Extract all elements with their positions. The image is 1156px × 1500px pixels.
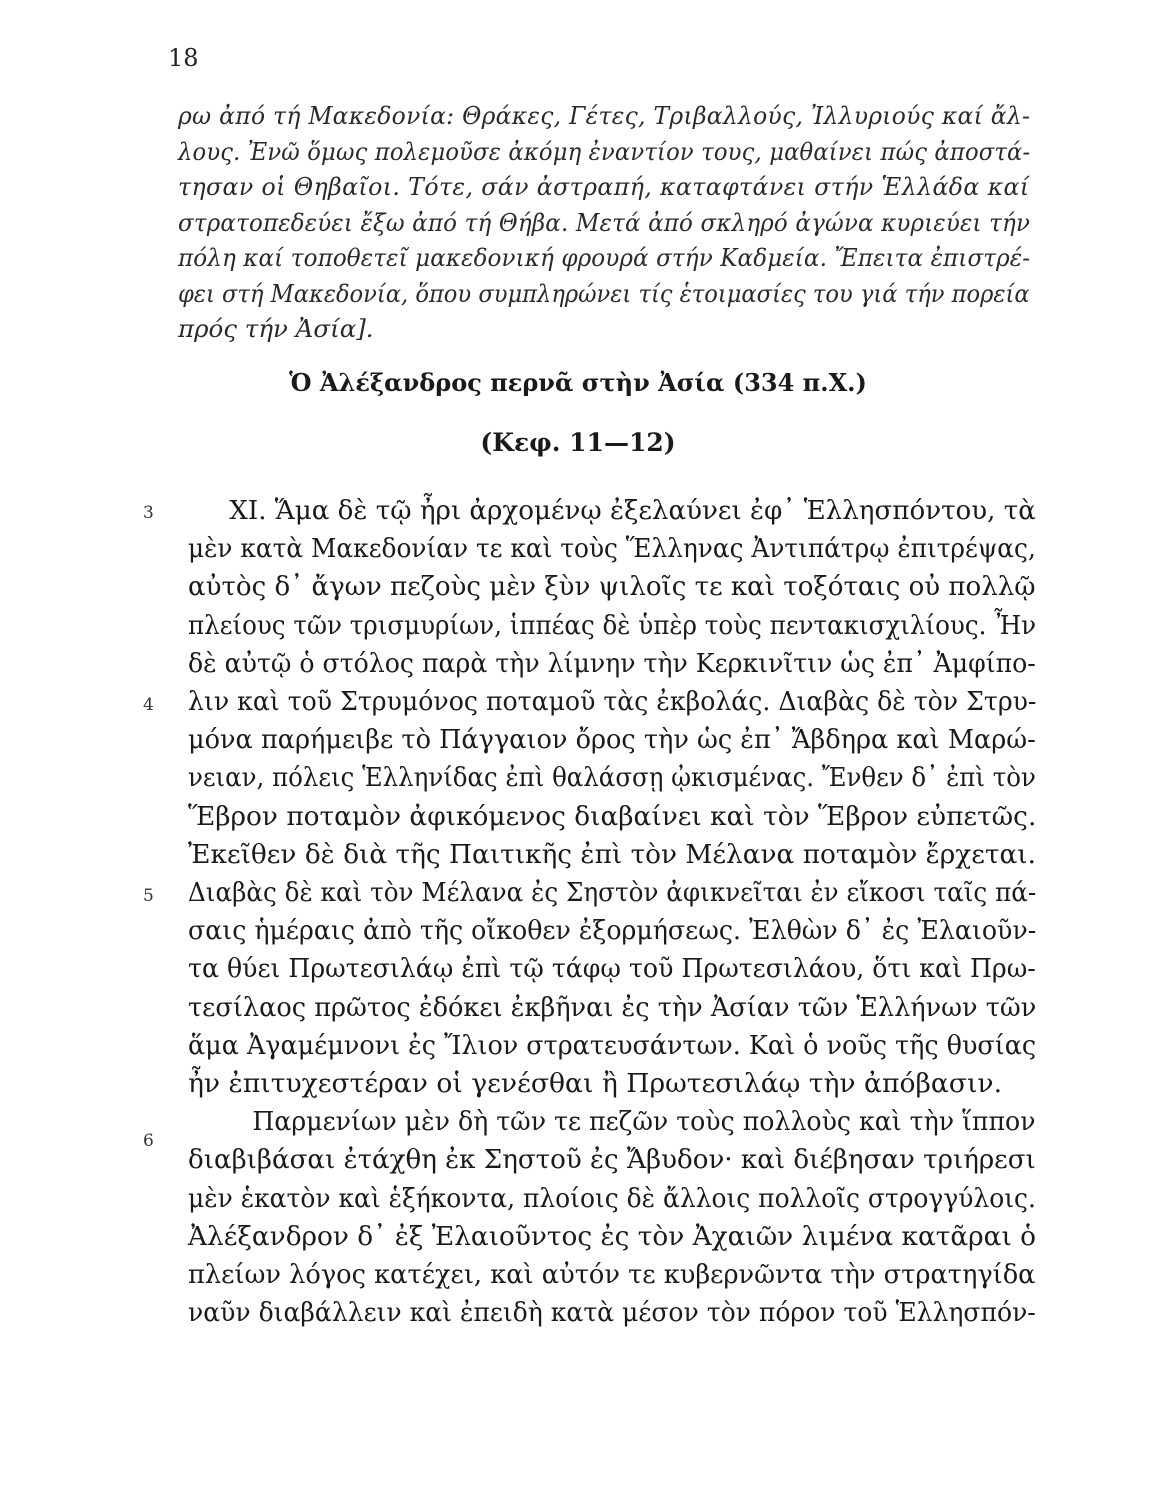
italic-line: στρατοπεδεύει ἔξω ἀπό τή Θήβα. Μετά ἀπό σκληρό ἀγώνα κυριεύει τήν [178,207,1031,237]
text-line: Ἐκεῖθεν δὲ διὰ τῆς Παιτικῆς ἐπὶ τὸν Μέλανα ποταμὸν ἔρχεται. [188,838,1036,870]
section-heading: Ὁ Ἀλέξανδρος περνᾶ στὴν Ἀσία (334 π.Χ.) [289,368,867,397]
text-line: ἦν ἐπιτυχεστέραν οἱ γενέσθαι ἢ Πρωτεσιλάῳ τὴν ἀπόβασιν. [188,1068,1003,1100]
text-line: σαις ἡμέραις ἀπὸ τῆς οἴκοθεν ἐξορμήσεως. Ἐλθὼν δ᾽ ἐς Ἐλαιοῦν- [188,915,1037,947]
italic-line: λους. Ἐνῶ ὅμως πολεμοῦσε ἀκόμη ἐναντίον τους, μαθαίνει πώς ἀποστά- [178,136,1031,166]
greek-text-body [188,492,1036,1332]
text-line: ναῦν διαβάλλειν καὶ ἐπειδὴ κατὰ μέσον τὸν πόρον τοῦ Ἑλλησπόν- [188,1297,1036,1329]
text-line: Παρμενίων μὲν δὴ τῶν τε πεζῶν τοὺς πολλοὺς καὶ τὴν ἵππον [252,1106,1036,1138]
text-line: μὲν ἑκατὸν καὶ ἑξήκοντα, πλοίοις δὲ ἄλλοις πολλοῖς στρογγύλοις. [188,1182,1036,1214]
italic-line: τησαν οἱ Θηβαῖοι. Τότε, σάν ἀστραπή, καταφτάνει στήν Ἑλλάδα καί [178,172,1030,201]
text-line: Ἕβρον ποταμὸν ἀφικόμενος διαβαίνει καὶ τὸν Ἕβρον εὐπετῶς. [188,800,1037,832]
text-line: Διαβὰς δὲ καὶ τὸν Μέλανα ἐς Σηστὸν ἀφικνεῖται ἐν εἴκοσι ταῖς πά- [188,877,1037,909]
italic-line: πόλη καί τοποθετεῖ μακεδονική φρουρά στήν Καδμεία. Ἔπειτα ἐπιστρέ- [178,243,1031,272]
text-line: αὐτὸς δ᾽ ἄγων πεζοὺς μὲν ξὺν ψιλοῖς τε καὶ τοξόταις οὐ πολλῷ [188,571,1036,603]
text-line: ΧΙ. Ἅμα δὲ τῷ ἦρι ἀρχομένῳ ἐξελαύνει ἐφ᾽ Ἑλλησπόντου, τὰ [229,495,1036,526]
text-line: ἅμα Ἀγαμέμνονι ἐς Ἴλιον στρατευσάντων. Καὶ ὁ νοῦς τῆς θυσίας [188,1029,1037,1061]
italic-line: ρω ἀπό τή Μακεδονία: Θράκες, Γέτες, Τριβαλλούς, Ἰλλυριούς καί ἄλ- [178,101,1031,130]
text-line: τεσίλαος πρῶτος ἐδόκει ἐκβῆναι ἐς τὴν Ἀσίαν τῶν Ἑλλήνων τῶν [188,991,1037,1023]
text-line: πλείους τῶν τρισμυρίων, ἱππέας δὲ ὑπὲρ τοὺς πεντακισχιλίους. Ἦν [188,609,1037,641]
page-number: 18 [168,44,199,72]
text-line: Ἀλέξανδρον δ᾽ ἐξ Ἐλαιοῦντος ἐς τὸν Ἀχαιῶν λιμένα κατᾶραι ὁ [188,1220,1037,1252]
text-line: λιν καὶ τοῦ Στρυμόνος ποταμοῦ τὰς ἐκβολάς. Διαβὰς δὲ τὸν Στρυ- [188,686,1037,718]
chapter-reference: (Κεφ. 11—12) [480,428,676,457]
text-line: τα θύει Πρωτεσιλάῳ ἐπὶ τῷ τάφῳ τοῦ Πρωτεσιλάου, ὅτι καὶ Πρω- [188,953,1036,985]
italic-line: φει στή Μακεδονία, ὅπου συμπληρώνει τίς ἑτοιμασίες του γιά τήν πορεία [178,278,1030,308]
text-line: δὲ αὐτῷ ὁ στόλος παρὰ τὴν λίμνην τὴν Κερκινῖτιν ὡς ἐπ᾽ Ἀμφίπο- [188,647,1036,679]
text-line: μὲν κατὰ Μακεδονίαν τε καὶ τοὺς Ἕλληνας Ἀντιπάτρῳ ἐπιτρέψας, [188,533,1036,565]
margin-section-number: 4 [143,695,154,715]
text-line: νειαν, πόλεις Ἑλληνίδας ἐπὶ θαλάσσῃ ᾠκισμένας. Ἔνθεν δ᾽ ἐπὶ τὸν [188,762,1036,794]
margin-section-number: 3 [143,503,154,523]
text-line: μόνα παρήμειβε τὸ Πάγγαιον ὄρος τὴν ὡς ἐπ᾽ Ἄβδηρα καὶ Μαρώ- [188,724,1036,756]
margin-section-number: 6 [143,1131,154,1151]
text-line: πλείων λόγος κατέχει, καὶ αὐτόν τε κυβερνῶντα τὴν στρατηγίδα [188,1259,1036,1291]
text-line: διαβιβάσαι ἐτάχθη ἐκ Σηστοῦ ἐς Ἄβυδον· καὶ διέβησαν τριήρεσι [188,1144,1036,1176]
italic-summary [178,98,1030,347]
margin-section-number: 5 [143,886,154,906]
italic-line: πρός τήν Ἀσία]. [178,314,374,343]
